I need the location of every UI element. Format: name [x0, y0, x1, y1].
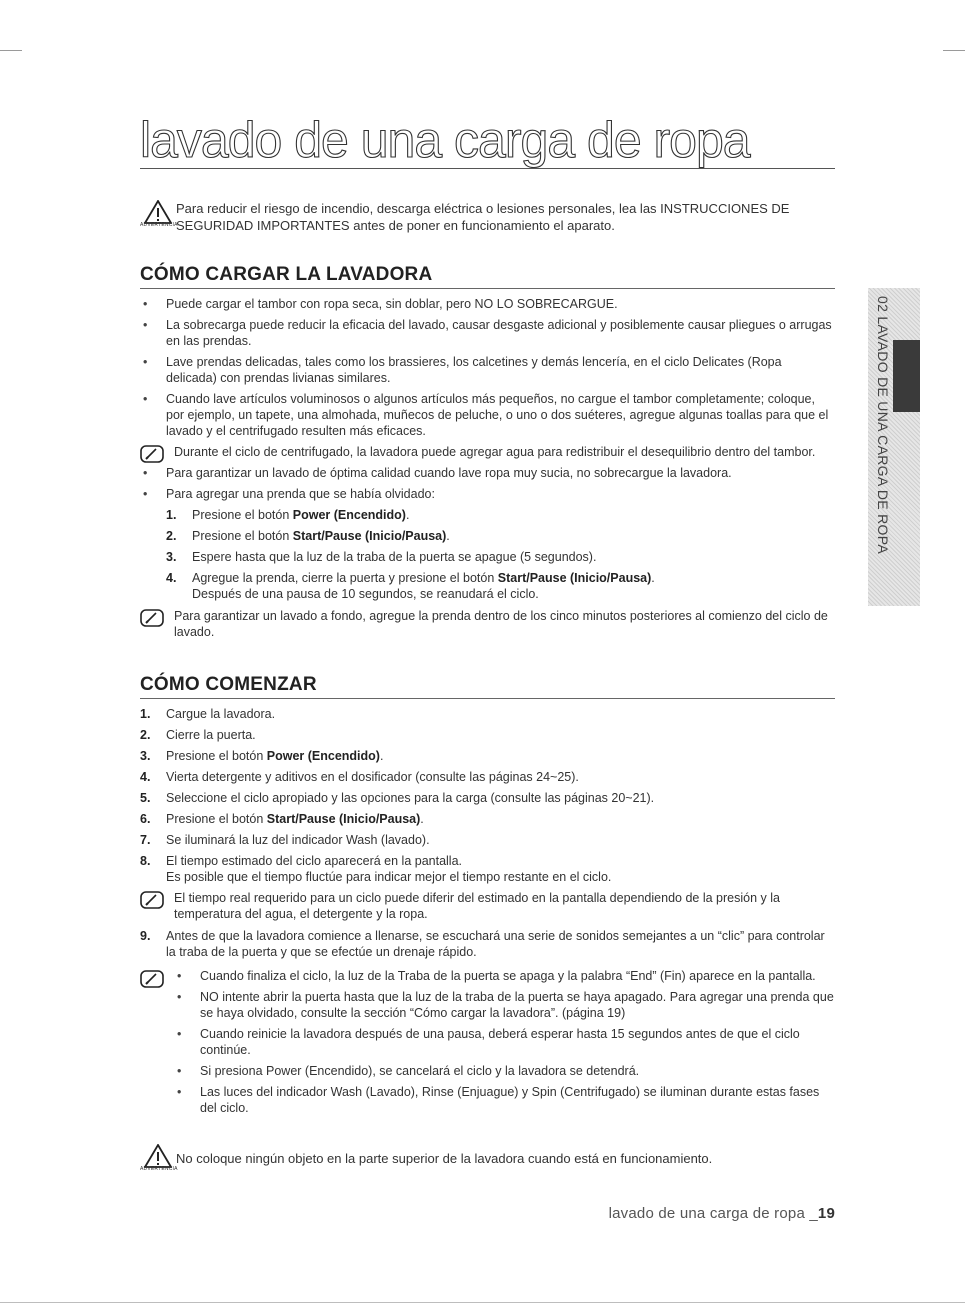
warning-triangle-icon	[144, 1144, 172, 1168]
section-title-como-cargar: CÓMO CARGAR LA LAVADORA	[140, 264, 835, 289]
list-item: • Para garantizar un lavado de óptima calidad cuando lave ropa muy sucia, no sobrecargue la lavadora.	[140, 465, 835, 481]
step-number: 5.	[140, 791, 151, 805]
bottom-rule	[0, 1302, 965, 1303]
step-number: 9.	[140, 929, 151, 943]
step-text: Presione el botón	[166, 812, 267, 826]
step-item	[140, 811, 835, 827]
step-extra: Es posible que el tiempo fluctúe para indicar mejor el tiempo restante en el ciclo.	[166, 870, 612, 884]
list-item: • NO intente abrir la puerta hasta que la luz de la traba de la puerta se haya apagado. Para agregar una prenda que se haya olvidado, consulte la sección “Cómo cargar la lavadora”. (página 19)	[174, 989, 835, 1021]
step-text: Presione el botón	[192, 508, 293, 522]
step-item	[166, 570, 835, 602]
note-text: Durante el ciclo de centrifugado, la lavadora puede agregar agua para redistribuir el desequilibrio dentro del tambor.	[174, 445, 816, 459]
step-number: 7.	[140, 833, 151, 847]
list-item: • Puede cargar el tambor con ropa seca, sin doblar, pero NO LO SOBRECARGUE.	[140, 296, 835, 312]
side-tab-marker	[893, 340, 920, 412]
step-number: 8.	[140, 854, 151, 868]
warning-text: Para reducir el riesgo de incendio, descarga eléctrica o lesiones personales, lea las INSTRUCCIONES DE SEGURIDAD IMPORTANTES antes de poner en funcionamiento el aparato.	[176, 201, 790, 233]
step-number: 1.	[166, 508, 177, 522]
note-pencil-icon	[140, 891, 164, 909]
note-pencil-icon	[140, 445, 164, 463]
page-footer	[609, 1205, 835, 1222]
note-pencil-icon	[140, 970, 164, 988]
step-text: Seleccione el ciclo apropiado y las opciones para la carga (consulte las páginas 20~21).	[166, 791, 655, 805]
step-bold: Power (Encendido)	[292, 508, 406, 522]
step-number: 3.	[166, 550, 177, 564]
step-number: 3.	[140, 749, 151, 763]
step-number: 2.	[140, 728, 151, 742]
step-bold: Start/Pause (Inicio/Pausa)	[497, 571, 652, 585]
step-bold: Start/Pause (Inicio/Pausa)	[266, 812, 421, 826]
step-item	[140, 727, 835, 743]
step-post: .	[405, 508, 410, 522]
step-number: 1.	[140, 707, 151, 721]
page-number: 19	[817, 1205, 835, 1222]
step-text: Presione el botón	[166, 749, 267, 763]
list-item: • Para agregar una prenda que se había olvidado:	[140, 486, 835, 502]
sub-steps	[166, 507, 835, 602]
footer-title: lavado de una carga de ropa _	[608, 1205, 818, 1222]
step-text: Cargue la lavadora.	[166, 707, 276, 721]
step-text: Vierta detergente y aditivos en el dosificador (consulte las páginas 24~25).	[166, 770, 579, 784]
step-item	[140, 769, 835, 785]
step-number: 6.	[140, 812, 151, 826]
list-item: • La sobrecarga puede reducir la eficacia del lavado, causar desgaste adicional y posiblemente causar pliegues o arrugas en las prendas.	[140, 317, 835, 349]
side-tab-text: 02 LAVADO DE UNA CARGA DE ROPA	[875, 296, 891, 554]
list-item: • Las luces del indicador Wash (Lavado), Rinse (Enjuague) y Spin (Centrifugado) se iluminan durante estas fases del ciclo.	[174, 1084, 835, 1116]
step-number: 2.	[166, 529, 177, 543]
step-extra: Después de una pausa de 10 segundos, se reanudará el ciclo.	[192, 587, 539, 601]
step-text: El tiempo estimado del ciclo aparecerá en la pantalla.	[166, 854, 463, 868]
step-item	[166, 549, 835, 565]
note-text: El tiempo real requerido para un ciclo puede diferir del estimado en la pantalla dependiendo de la presión y la temperatura del agua, el detergente y la ropa.	[174, 891, 780, 921]
step-item	[166, 528, 835, 544]
list-item: • Lave prendas delicadas, tales como los brassieres, los calcetines y demás lencería, en el ciclo Delicates (Ropa delicada) con prendas livianas similares.	[140, 354, 835, 386]
crop-mark-left	[0, 50, 22, 51]
step-text: Se iluminará la luz del indicador Wash (lavado).	[166, 833, 430, 847]
warning-caption: ADVERTENCIA	[140, 222, 178, 228]
warning-icon-group	[140, 200, 176, 228]
step-text: Agregue la prenda, cierre la puerta y presione el botón	[192, 571, 498, 585]
step-text: Espere hasta que la luz de la traba de la puerta se apague (5 segundos).	[192, 550, 597, 564]
step-post: .	[420, 812, 424, 826]
step-item	[140, 928, 835, 960]
section1-body	[140, 296, 835, 645]
step-post: .	[446, 529, 450, 543]
step-item	[140, 706, 835, 722]
step-number: 4.	[140, 770, 151, 784]
step-item	[140, 832, 835, 848]
page-title: lavado de una carga de ropa	[140, 112, 835, 169]
warning-bottom	[140, 1144, 835, 1172]
note-list	[140, 968, 835, 1116]
step-text: Presione el botón	[192, 529, 293, 543]
step-item	[140, 790, 835, 806]
step-item	[166, 507, 835, 523]
step-text: Cierre la puerta.	[166, 728, 256, 742]
warning-text: No coloque ningún objeto en la parte superior de la lavadora cuando está en funcionamiento.	[176, 1151, 713, 1166]
step-post: .	[379, 749, 384, 763]
note-pencil-icon	[140, 609, 164, 627]
section-title-como-comenzar: CÓMO COMENZAR	[140, 674, 835, 699]
note	[140, 608, 835, 640]
note	[140, 444, 835, 460]
step-post: .	[651, 571, 655, 585]
warning-icon-group	[140, 1144, 176, 1172]
step-item	[140, 748, 835, 764]
step-number: 4.	[166, 571, 177, 585]
list-item: • Cuando reinicie la lavadora después de una pausa, deberá esperar hasta 15 segundos antes de que el ciclo continúe.	[174, 1026, 835, 1058]
step-text: Antes de que la lavadora comience a llenarse, se escuchará una serie de sonidos semejantes a un “clic” para controlar la traba de la puerta y que se efectúe un drenaje rápido.	[166, 929, 825, 959]
list-item: • Cuando finaliza el ciclo, la luz de la Traba de la puerta se apaga y la palabra “End” (Fin) aparece en la pantalla.	[174, 968, 835, 984]
note-text: Para garantizar un lavado a fondo, agregue la prenda dentro de los cinco minutos posteriores al comienzo del ciclo de lavado.	[174, 609, 828, 639]
list-item: • Cuando lave artículos voluminosos o algunos artículos más pequeños, no cargue el tambor completamente; coloque, por ejemplo, un tapete, una almohada, muñecos de peluche, o uno o dos suéteres, agregue algunas toallas para que el lavado y el centrifugado resulten más eficaces.	[140, 391, 835, 439]
step-bold: Power (Encendido)	[266, 749, 380, 763]
step-item	[140, 853, 835, 885]
section2-body	[140, 706, 835, 1121]
warning-triangle-icon	[144, 200, 172, 224]
crop-mark-right	[943, 50, 965, 51]
warning-top	[140, 200, 835, 234]
list-item: • Si presiona Power (Encendido), se cancelará el ciclo y la lavadora se detendrá.	[174, 1063, 835, 1079]
warning-caption: ADVERTENCIA	[140, 1166, 178, 1172]
step-bold: Start/Pause (Inicio/Pausa)	[292, 529, 447, 543]
note	[140, 890, 835, 922]
